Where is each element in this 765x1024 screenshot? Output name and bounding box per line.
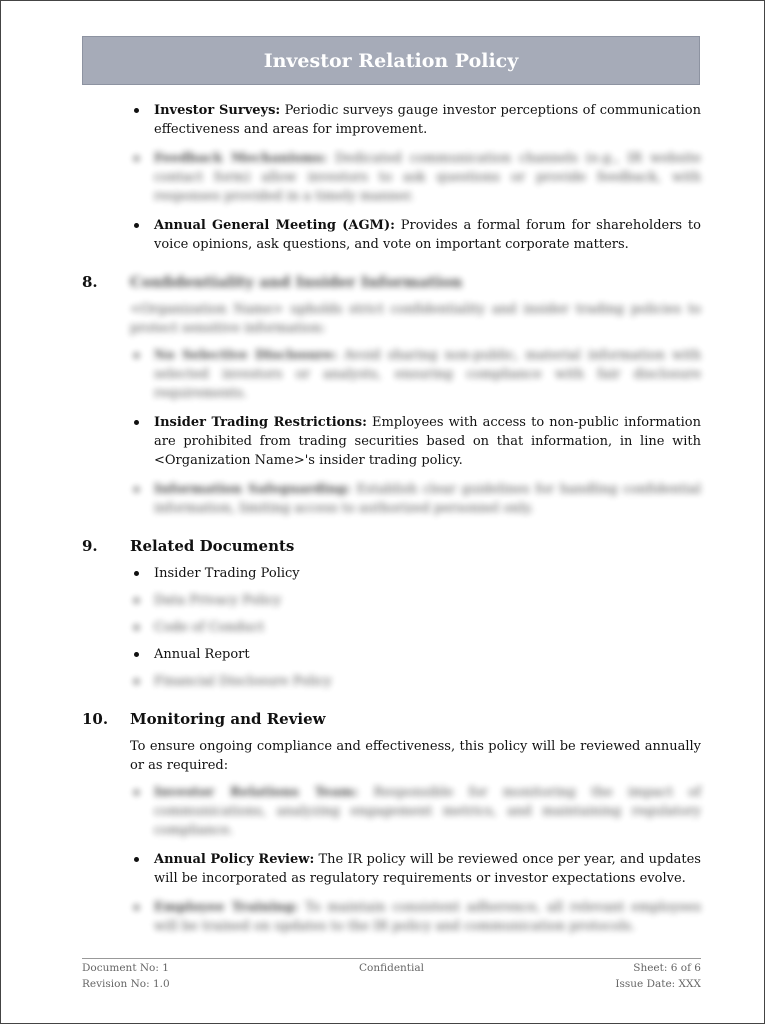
- list-item-blurred: [154, 480, 701, 518]
- sheet-number: Sheet: 6 of 6: [633, 962, 701, 974]
- page-title-bar: [82, 36, 700, 85]
- bullet-text: Establish clear guidelines for handling confidential information, limiting access to authorized personnel only.: [154, 482, 701, 516]
- list-item: [154, 216, 701, 254]
- bullet-text: To maintain consistent adherence, all relevant employees will be trained on updates to the IR policy and communication protocols.: [154, 900, 702, 934]
- bullet-label: Investor Surveys:: [154, 103, 281, 118]
- section-title: Monitoring and Review: [130, 710, 326, 728]
- section-number: 9.: [82, 537, 98, 555]
- list-item-blurred: [154, 783, 701, 840]
- list-item: [154, 413, 701, 470]
- bullet-text: Employees with access to non-public information are prohibited from trading securities based on that information, in line with <Organization Name>'s insider trading policy.: [154, 415, 701, 468]
- bullet-label: No Selective Disclosure:: [154, 348, 337, 363]
- list-item: [154, 850, 701, 888]
- list-item-blurred: Data Privacy Policy: [154, 591, 701, 610]
- section-heading: [82, 272, 701, 292]
- intro-bullet-list: [82, 101, 701, 254]
- section-heading: [82, 709, 701, 729]
- page-footer: [82, 958, 701, 991]
- list-item-blurred: [154, 898, 701, 936]
- section-10-bullet-list: [82, 783, 701, 936]
- list-item: [154, 101, 701, 139]
- section-intro: <Organization Name> upholds strict confidentiality and insider trading policies to protect sensitive information:: [130, 302, 701, 336]
- bullet-text: Responsible for monitoring the impact of communications, analyzing engagement metrics, and maintaining regulatory compliance.: [154, 785, 701, 838]
- related-documents-list: [82, 564, 701, 691]
- bullet-label: Investor Relations Team:: [154, 785, 359, 800]
- section-8: [82, 272, 701, 518]
- revision-number: Revision No: 1.0: [82, 978, 170, 990]
- list-item-blurred: Code of Conduct: [154, 618, 701, 637]
- section-number: 10.: [82, 710, 109, 728]
- bullet-label: Annual Policy Review:: [154, 852, 315, 867]
- confidential-label: Confidential: [358, 962, 424, 974]
- list-item: Insider Trading Policy: [154, 564, 701, 583]
- bullet-text: Periodic surveys gauge investor perceptions of communication effectiveness and areas for improvement.: [154, 103, 701, 137]
- bullet-label: Feedback Mechanisms:: [154, 151, 327, 166]
- document-body: [82, 101, 701, 946]
- issue-date: Issue Date: XXX: [615, 978, 701, 990]
- bullet-label: Information Safeguarding:: [154, 482, 351, 497]
- bullet-text: Provides a formal forum for shareholders to voice opinions, ask questions, and vote on important corporate matters.: [154, 218, 701, 252]
- bullet-text: The IR policy will be reviewed once per year, and updates will be incorporated as regulatory requirements or investor expectations evolve.: [154, 852, 701, 886]
- section-title: Confidentiality and Insider Information: [130, 273, 463, 291]
- section-number: 8.: [82, 273, 98, 291]
- section-10: [82, 709, 701, 936]
- section-intro: To ensure ongoing compliance and effectiveness, this policy will be reviewed annually or as required:: [130, 739, 701, 773]
- list-item-blurred: [154, 149, 701, 206]
- bullet-label: Employee Training:: [154, 900, 299, 915]
- document-number: Document No: 1: [82, 962, 169, 974]
- list-item-blurred: [154, 346, 701, 403]
- bullet-text: Dedicated communication channels (e.g., IR website contact form) allow investors to ask questions or provide feedback, with responses provided in a timely manner.: [154, 151, 701, 204]
- section-8-bullet-list: [82, 346, 701, 518]
- list-item: Annual Report: [154, 645, 701, 664]
- section-title: Related Documents: [130, 537, 295, 555]
- section-9: [82, 536, 701, 691]
- list-item-blurred: Financial Disclosure Policy: [154, 672, 701, 691]
- bullet-text: Avoid sharing non-public, material information with selected investors or analysts, ensuring compliance with fair disclosure requirements.: [154, 348, 702, 401]
- bullet-label: Insider Trading Restrictions:: [154, 415, 367, 430]
- page-title: Investor Relation Policy: [263, 49, 519, 72]
- bullet-label: Annual General Meeting (AGM):: [154, 218, 395, 233]
- section-heading: [82, 536, 701, 556]
